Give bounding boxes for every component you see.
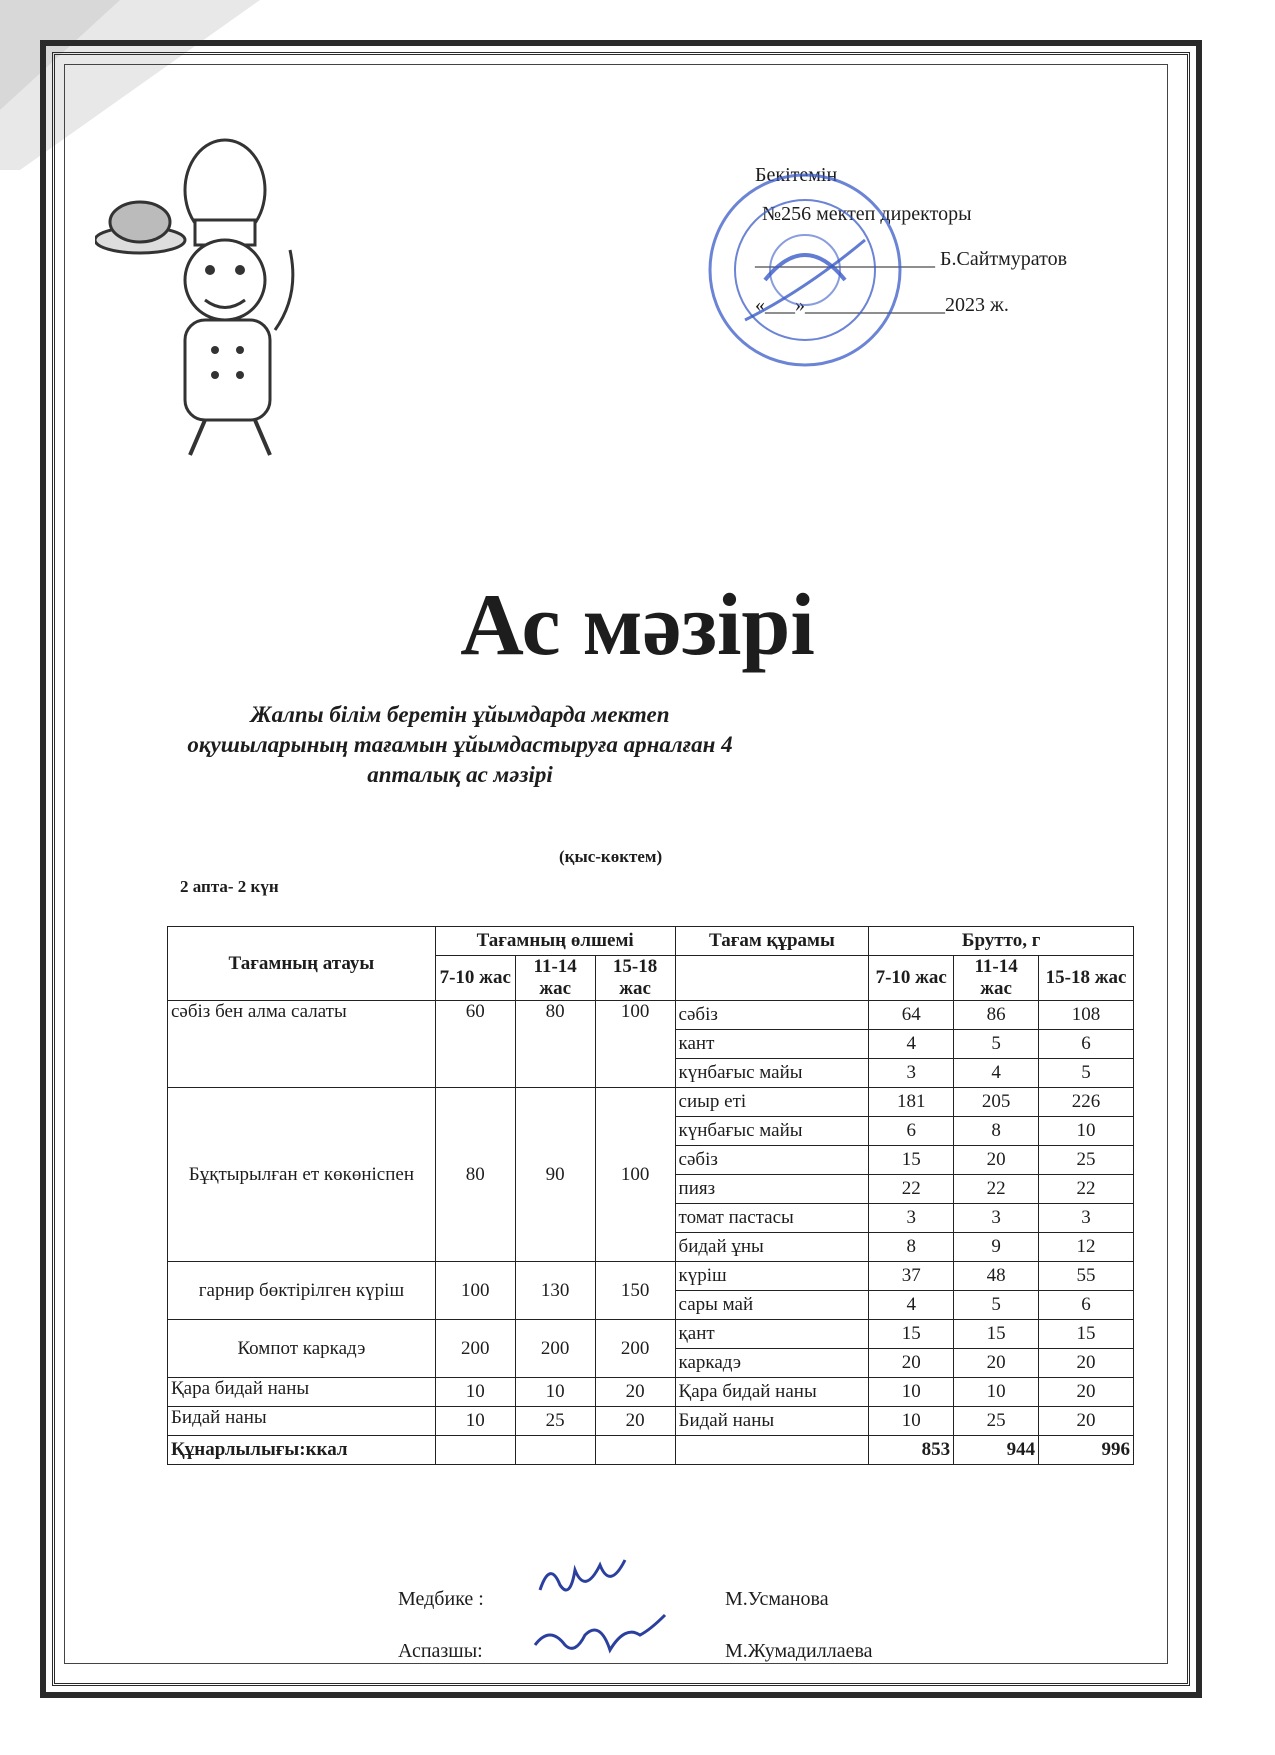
ingredient-name: қант — [675, 1320, 869, 1349]
dish-portion-size: 150 — [595, 1262, 675, 1320]
dish-name: Бұқтырылған ет көкөніспен — [168, 1088, 436, 1262]
ingredient-name: күріш — [675, 1262, 869, 1291]
header-dish-name: Тағамның атауы — [168, 927, 436, 1001]
dish-portion-size: 80 — [435, 1088, 515, 1262]
ingredient-name: сәбіз — [675, 1001, 869, 1030]
week-day-label: 2 апта- 2 күн — [180, 877, 279, 896]
official-stamp — [705, 170, 905, 370]
nurse-signature — [530, 1550, 650, 1610]
total-empty — [435, 1436, 515, 1465]
dish-name: Бидай наны — [168, 1407, 436, 1436]
ingredient-brutto: 3 — [869, 1059, 954, 1088]
dish-portion-size: 25 — [515, 1407, 595, 1436]
ingredient-brutto: 64 — [869, 1001, 954, 1030]
header-composition: Тағам құрамы — [675, 927, 869, 956]
dish-portion-size: 20 — [595, 1378, 675, 1407]
total-kcal-15-18: 996 — [1039, 1436, 1134, 1465]
ingredient-brutto: 3 — [869, 1204, 954, 1233]
ingredient-brutto: 8 — [869, 1233, 954, 1262]
dish-portion-size: 90 — [515, 1088, 595, 1262]
ingredient-brutto: 12 — [1039, 1233, 1134, 1262]
header-composition-empty — [675, 956, 869, 1001]
ingredient-name: томат пастасы — [675, 1204, 869, 1233]
header-portion-size: Тағамның өлшемі — [435, 927, 675, 956]
ingredient-brutto: 6 — [869, 1117, 954, 1146]
dish-name: сәбіз бен алма салаты — [168, 1001, 436, 1088]
dish-name: Компот каркадэ — [168, 1320, 436, 1378]
total-label: Құнарлылығы:ккал — [168, 1436, 436, 1465]
table-row — [168, 1407, 1134, 1436]
total-empty — [675, 1436, 869, 1465]
ingredient-brutto: 10 — [1039, 1117, 1134, 1146]
nurse-name: М.Усманова — [725, 1588, 829, 1610]
ingredient-brutto: 181 — [869, 1088, 954, 1117]
ingredient-brutto: 5 — [954, 1291, 1039, 1320]
dish-portion-size: 200 — [515, 1320, 595, 1378]
ingredient-brutto: 10 — [869, 1378, 954, 1407]
ingredient-brutto: 3 — [954, 1204, 1039, 1233]
ingredient-brutto: 10 — [954, 1378, 1039, 1407]
approval-director: __________________ Б.Сайтмуратов — [755, 248, 1068, 270]
ingredient-brutto: 4 — [869, 1291, 954, 1320]
ingredient-brutto: 20 — [1039, 1349, 1134, 1378]
dish-portion-size: 10 — [515, 1378, 595, 1407]
ingredient-name: кант — [675, 1030, 869, 1059]
ingredient-brutto: 108 — [1039, 1001, 1134, 1030]
ingredient-brutto: 20 — [1039, 1378, 1134, 1407]
total-empty — [515, 1436, 595, 1465]
table-row — [168, 1262, 1134, 1291]
ingredient-brutto: 9 — [954, 1233, 1039, 1262]
dish-portion-size: 100 — [435, 1262, 515, 1320]
dish-portion-size: 200 — [435, 1320, 515, 1378]
ingredient-brutto: 20 — [954, 1146, 1039, 1175]
total-empty — [595, 1436, 675, 1465]
ingredient-brutto: 86 — [954, 1001, 1039, 1030]
ingredient-brutto: 4 — [869, 1030, 954, 1059]
approval-position: №256 мектеп директоры — [762, 203, 972, 225]
ingredient-brutto: 55 — [1039, 1262, 1134, 1291]
ingredient-brutto: 4 — [954, 1059, 1039, 1088]
dish-portion-size: 200 — [595, 1320, 675, 1378]
ingredient-brutto: 15 — [869, 1146, 954, 1175]
dish-portion-size: 20 — [595, 1407, 675, 1436]
ingredient-name: Қара бидай наны — [675, 1378, 869, 1407]
nurse-role: Медбике : — [398, 1588, 484, 1610]
ingredient-brutto: 25 — [1039, 1146, 1134, 1175]
menu-table — [167, 926, 1134, 1465]
header-age-7-10: 7-10 жас — [435, 956, 515, 1001]
table-row — [168, 1088, 1134, 1117]
ingredient-name: сәбіз — [675, 1146, 869, 1175]
ingredient-brutto: 226 — [1039, 1088, 1134, 1117]
dish-portion-size: 60 — [435, 1001, 515, 1088]
cook-role: Аспазшы: — [398, 1640, 483, 1662]
ingredient-brutto: 25 — [954, 1407, 1039, 1436]
header-age-11-14: 11-14 жас — [515, 956, 595, 1001]
ingredient-brutto: 48 — [954, 1262, 1039, 1291]
ingredient-brutto: 5 — [1039, 1059, 1134, 1088]
header-brutto-age-7-10: 7-10 жас — [869, 956, 954, 1001]
ingredient-brutto: 8 — [954, 1117, 1039, 1146]
ingredient-name: күнбағыс майы — [675, 1059, 869, 1088]
table-row — [168, 1378, 1134, 1407]
cook-signature — [530, 1605, 670, 1665]
dish-portion-size: 10 — [435, 1407, 515, 1436]
season-label: (қыс-көктем) — [559, 847, 663, 866]
dish-portion-size: 100 — [595, 1088, 675, 1262]
dish-portion-size: 130 — [515, 1262, 595, 1320]
total-kcal-7-10: 853 — [869, 1436, 954, 1465]
total-kcal-11-14: 944 — [954, 1436, 1039, 1465]
table-row — [168, 1320, 1134, 1349]
cook-name: М.Жумадиллаева — [725, 1640, 873, 1662]
ingredient-name: бидай ұны — [675, 1233, 869, 1262]
ingredient-name: сары май — [675, 1291, 869, 1320]
ingredient-brutto: 6 — [1039, 1030, 1134, 1059]
ingredient-name: каркадэ — [675, 1349, 869, 1378]
dish-portion-size: 10 — [435, 1378, 515, 1407]
ingredient-brutto: 22 — [954, 1175, 1039, 1204]
ingredient-brutto: 20 — [869, 1349, 954, 1378]
ingredient-brutto: 5 — [954, 1030, 1039, 1059]
header-brutto: Брутто, г — [869, 927, 1134, 956]
ingredient-name: сиыр еті — [675, 1088, 869, 1117]
ingredient-brutto: 3 — [1039, 1204, 1134, 1233]
ingredient-brutto: 10 — [869, 1407, 954, 1436]
header-brutto-age-11-14: 11-14 жас — [954, 956, 1039, 1001]
menu-subtitle: Жалпы білім беретін ұйымдарда мектеп оқушыларының тағамын ұйымдастыруға арналған 4 апталық ас мәзірі — [187, 702, 733, 787]
ingredient-brutto: 22 — [1039, 1175, 1134, 1204]
dish-name: Қара бидай наны — [168, 1378, 436, 1407]
ingredient-name: күнбағыс майы — [675, 1117, 869, 1146]
ingredient-name: Бидай наны — [675, 1407, 869, 1436]
header-age-15-18: 15-18 жас — [595, 956, 675, 1001]
table-row — [168, 1001, 1134, 1030]
ingredient-brutto: 6 — [1039, 1291, 1134, 1320]
ingredient-brutto: 20 — [954, 1349, 1039, 1378]
page-title: Ас мәзірі — [460, 577, 815, 674]
header-brutto-age-15-18: 15-18 жас — [1039, 956, 1134, 1001]
dish-portion-size: 80 — [515, 1001, 595, 1088]
dish-portion-size: 100 — [595, 1001, 675, 1088]
dish-name: гарнир бөктірілген күріш — [168, 1262, 436, 1320]
ingredient-brutto: 20 — [1039, 1407, 1134, 1436]
approval-date: «___»______________2023 ж. — [755, 294, 1009, 316]
ingredient-brutto: 15 — [954, 1320, 1039, 1349]
ingredient-brutto: 15 — [1039, 1320, 1134, 1349]
ingredient-brutto: 37 — [869, 1262, 954, 1291]
ingredient-brutto: 22 — [869, 1175, 954, 1204]
ingredient-name: пияз — [675, 1175, 869, 1204]
chef-illustration — [95, 130, 325, 460]
ingredient-brutto: 15 — [869, 1320, 954, 1349]
approval-title: Бекітемін — [755, 164, 838, 186]
ingredient-brutto: 205 — [954, 1088, 1039, 1117]
